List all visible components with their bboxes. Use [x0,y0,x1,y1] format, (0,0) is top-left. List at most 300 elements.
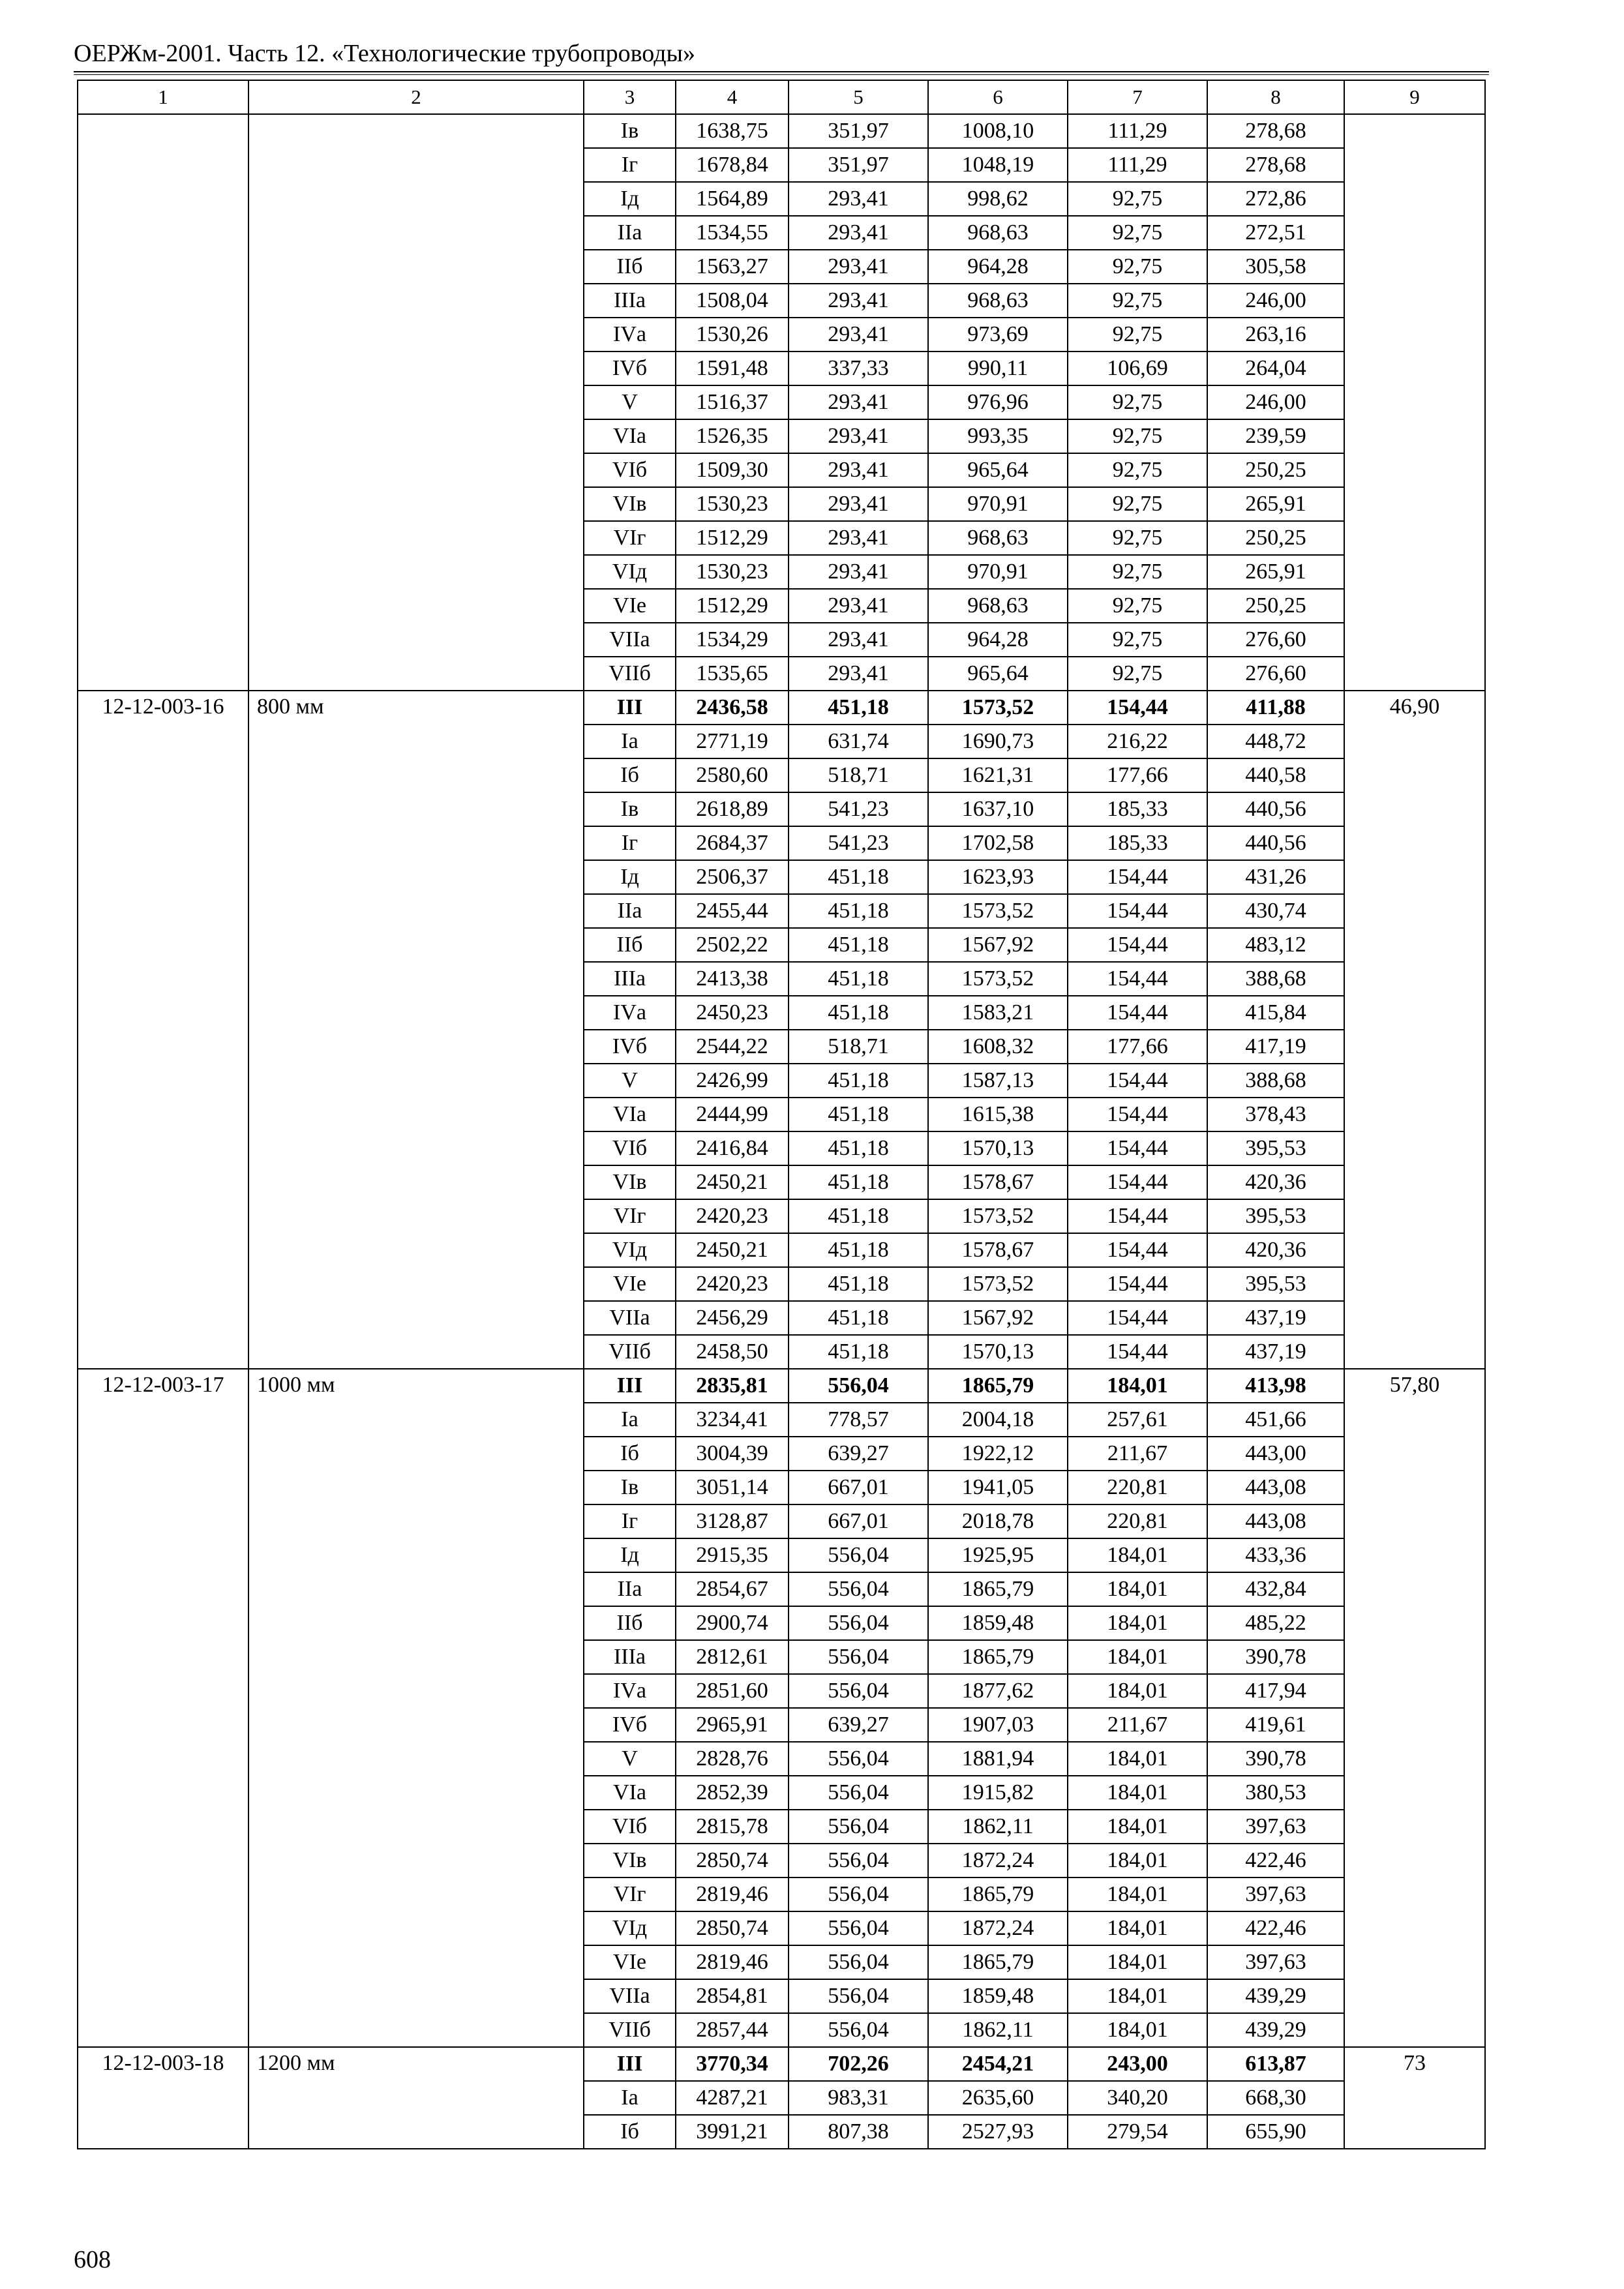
value-cell: 293,41 [789,318,928,352]
category-cell: Iд [584,182,676,216]
value-cell: 184,01 [1068,1369,1207,1403]
value-cell: 337,33 [789,352,928,385]
value-cell: 154,44 [1068,1165,1207,1199]
category-cell: VIд [584,555,676,589]
category-cell: VIа [584,1776,676,1810]
value-cell: 556,04 [789,2013,928,2047]
category-cell: Iб [584,758,676,792]
value-cell: 293,41 [789,623,928,657]
value-cell: 154,44 [1068,1098,1207,1131]
value-cell: 2635,60 [928,2081,1068,2115]
value-cell: 2416,84 [676,1131,789,1165]
value-cell: 451,18 [789,1131,928,1165]
value-cell: 541,23 [789,792,928,826]
value-cell: 1872,24 [928,1844,1068,1878]
value-cell: 184,01 [1068,1844,1207,1878]
value-cell: 1516,37 [676,385,789,419]
value-cell: 2852,39 [676,1776,789,1810]
value-cell: 154,44 [1068,860,1207,894]
value-cell: 451,18 [789,1165,928,1199]
column-number: 9 [1344,80,1485,114]
category-cell: VIе [584,1945,676,1979]
value-cell: 451,18 [789,962,928,996]
value-cell: 1859,48 [928,1979,1068,2013]
value-cell: 293,41 [789,216,928,250]
value-cell: 263,16 [1207,318,1344,352]
value-cell: 451,18 [789,1301,928,1335]
value-cell: 1512,29 [676,589,789,623]
value-cell: 1573,52 [928,691,1068,725]
category-cell: IIа [584,216,676,250]
value-cell: 92,75 [1068,419,1207,453]
value-cell: 451,18 [789,928,928,962]
table-row [78,1369,1485,1403]
value-cell: 293,41 [789,182,928,216]
value-cell: 1570,13 [928,1131,1068,1165]
value-cell: 413,98 [1207,1369,1344,1403]
value-cell: 1567,92 [928,1301,1068,1335]
value-cell: 293,41 [789,284,928,318]
value-cell: 556,04 [789,1776,928,1810]
value-cell: 293,41 [789,385,928,419]
value-cell: 807,38 [789,2115,928,2149]
category-cell: III [584,2047,676,2081]
column9-cell: 46,90 [1344,691,1485,1369]
value-cell: 185,33 [1068,792,1207,826]
value-cell: 239,59 [1207,419,1344,453]
value-cell: 2455,44 [676,894,789,928]
value-cell: 1508,04 [676,284,789,318]
value-cell: 968,63 [928,589,1068,623]
value-cell: 556,04 [789,1369,928,1403]
value-cell: 2850,74 [676,1911,789,1945]
category-cell: VIIа [584,623,676,657]
value-cell: 1570,13 [928,1335,1068,1369]
page-number: 608 [74,2246,111,2273]
value-cell: 92,75 [1068,385,1207,419]
value-cell: 613,87 [1207,2047,1344,2081]
value-cell: 451,18 [789,996,928,1030]
value-cell: 3004,39 [676,1437,789,1471]
category-cell: V [584,1064,676,1098]
value-cell: 667,01 [789,1471,928,1504]
value-cell: 556,04 [789,1606,928,1640]
value-cell: 2900,74 [676,1606,789,1640]
value-cell: 1530,23 [676,555,789,589]
value-cell: 655,90 [1207,2115,1344,2149]
value-cell: 1702,58 [928,826,1068,860]
value-cell: 154,44 [1068,894,1207,928]
category-cell: Iб [584,1437,676,1471]
value-cell: 631,74 [789,725,928,758]
value-cell: 185,33 [1068,826,1207,860]
value-cell: 968,63 [928,216,1068,250]
category-cell: IIа [584,1572,676,1606]
value-cell: 440,56 [1207,792,1344,826]
category-cell: Iд [584,1538,676,1572]
category-cell: VIIа [584,1301,676,1335]
value-cell: 305,58 [1207,250,1344,284]
category-cell: IIб [584,928,676,962]
value-cell: 2450,21 [676,1165,789,1199]
category-cell: Iв [584,792,676,826]
value-cell: 1638,75 [676,114,789,148]
value-cell: 2004,18 [928,1403,1068,1437]
value-cell: 973,69 [928,318,1068,352]
value-cell: 184,01 [1068,1776,1207,1810]
value-cell: 2544,22 [676,1030,789,1064]
category-cell: VIе [584,589,676,623]
value-cell: 451,18 [789,1064,928,1098]
value-cell: 184,01 [1068,1945,1207,1979]
value-cell: 278,68 [1207,148,1344,182]
value-cell: 220,81 [1068,1504,1207,1538]
value-cell: 2819,46 [676,1878,789,1911]
category-cell: VIв [584,1844,676,1878]
column9-cell [1344,114,1485,691]
value-cell: 378,43 [1207,1098,1344,1131]
value-cell: 968,63 [928,521,1068,555]
category-cell: III [584,691,676,725]
value-cell: 443,00 [1207,1437,1344,1471]
value-cell: 111,29 [1068,148,1207,182]
value-cell: 518,71 [789,758,928,792]
category-cell: VIа [584,419,676,453]
rates-table [77,80,1486,2149]
category-cell: Iд [584,860,676,894]
value-cell: 1922,12 [928,1437,1068,1471]
category-cell: IIа [584,894,676,928]
value-cell: 415,84 [1207,996,1344,1030]
value-cell: 257,61 [1068,1403,1207,1437]
table-row [78,114,1485,148]
value-cell: 668,30 [1207,2081,1344,2115]
value-cell: 451,18 [789,1199,928,1233]
value-cell: 1637,10 [928,792,1068,826]
rate-name-cell: 1000 мм [248,1369,584,2047]
category-cell: VIв [584,1165,676,1199]
value-cell: 2420,23 [676,1199,789,1233]
category-cell: IIIа [584,962,676,996]
value-cell: 92,75 [1068,555,1207,589]
category-cell: VIг [584,521,676,555]
category-cell: VIIб [584,657,676,691]
value-cell: 556,04 [789,1538,928,1572]
value-cell: 451,18 [789,1335,928,1369]
value-cell: 1881,94 [928,1742,1068,1776]
value-cell: 250,25 [1207,589,1344,623]
value-cell: 1509,30 [676,453,789,487]
category-cell: VIб [584,1131,676,1165]
value-cell: 276,60 [1207,623,1344,657]
column-number: 8 [1207,80,1344,114]
category-cell: Iг [584,826,676,860]
value-cell: 1573,52 [928,1199,1068,1233]
category-cell: VIе [584,1267,676,1301]
value-cell: 1578,67 [928,1165,1068,1199]
value-cell: 184,01 [1068,1640,1207,1674]
value-cell: 2420,23 [676,1267,789,1301]
rate-code-cell: 12-12-003-17 [78,1369,248,2047]
value-cell: 443,08 [1207,1471,1344,1504]
value-cell: 970,91 [928,487,1068,521]
value-cell: 1862,11 [928,1810,1068,1844]
value-cell: 380,53 [1207,1776,1344,1810]
value-cell: 154,44 [1068,691,1207,725]
value-cell: 397,63 [1207,1945,1344,1979]
value-cell: 264,04 [1207,352,1344,385]
value-cell: 395,53 [1207,1131,1344,1165]
value-cell: 2812,61 [676,1640,789,1674]
category-cell: VIг [584,1199,676,1233]
value-cell: 250,25 [1207,453,1344,487]
value-cell: 3770,34 [676,2047,789,2081]
value-cell: 216,22 [1068,725,1207,758]
value-cell: 422,46 [1207,1911,1344,1945]
value-cell: 422,46 [1207,1844,1344,1878]
category-cell: VIIб [584,1335,676,1369]
value-cell: 639,27 [789,1708,928,1742]
value-cell: 2850,74 [676,1844,789,1878]
value-cell: 279,54 [1068,2115,1207,2149]
value-cell: 419,61 [1207,1708,1344,1742]
value-cell: 293,41 [789,487,928,521]
column-number: 7 [1068,80,1207,114]
value-cell: 439,29 [1207,1979,1344,2013]
value-cell: 184,01 [1068,1606,1207,1640]
value-cell: 2450,23 [676,996,789,1030]
value-cell: 92,75 [1068,453,1207,487]
category-cell: Iа [584,725,676,758]
value-cell: 1615,38 [928,1098,1068,1131]
value-cell: 92,75 [1068,284,1207,318]
column-number: 4 [676,80,789,114]
value-cell: 1567,92 [928,928,1068,962]
value-cell: 1678,84 [676,148,789,182]
value-cell: 184,01 [1068,1979,1207,2013]
value-cell: 388,68 [1207,962,1344,996]
value-cell: 1573,52 [928,962,1068,996]
value-cell: 420,36 [1207,1233,1344,1267]
value-cell: 184,01 [1068,2013,1207,2047]
value-cell: 1865,79 [928,1878,1068,1911]
value-cell: 433,36 [1207,1538,1344,1572]
value-cell: 293,41 [789,589,928,623]
value-cell: 246,00 [1207,385,1344,419]
value-cell: 964,28 [928,623,1068,657]
value-cell: 397,63 [1207,1810,1344,1844]
value-cell: 417,94 [1207,1674,1344,1708]
value-cell: 1608,32 [928,1030,1068,1064]
rate-code-cell [78,114,248,691]
value-cell: 351,97 [789,114,928,148]
value-cell: 2456,29 [676,1301,789,1335]
category-cell: IIIа [584,1640,676,1674]
value-cell: 417,19 [1207,1030,1344,1064]
value-cell: 293,41 [789,555,928,589]
value-cell: 556,04 [789,1810,928,1844]
value-cell: 2618,89 [676,792,789,826]
category-cell: VIа [584,1098,676,1131]
category-cell: Iг [584,1504,676,1538]
header-divider [74,71,1489,75]
value-cell: 272,86 [1207,182,1344,216]
value-cell: 2413,38 [676,962,789,996]
value-cell: 92,75 [1068,182,1207,216]
category-cell: VIд [584,1911,676,1945]
value-cell: 451,18 [789,1098,928,1131]
category-cell: IIIа [584,284,676,318]
value-cell: 2819,46 [676,1945,789,1979]
category-cell: V [584,1742,676,1776]
value-cell: 2857,44 [676,2013,789,2047]
value-cell: 154,44 [1068,996,1207,1030]
value-cell: 451,18 [789,1267,928,1301]
value-cell: 1530,26 [676,318,789,352]
value-cell: 2828,76 [676,1742,789,1776]
rate-name-cell: 1200 мм [248,2047,584,2149]
value-cell: 556,04 [789,1979,928,2013]
value-cell: 976,96 [928,385,1068,419]
category-cell: Iб [584,2115,676,2149]
value-cell: 2580,60 [676,758,789,792]
value-cell: 1526,35 [676,419,789,453]
value-cell: 3991,21 [676,2115,789,2149]
value-cell: 1865,79 [928,1640,1068,1674]
value-cell: 1535,65 [676,657,789,691]
value-cell: 420,36 [1207,1165,1344,1199]
value-cell: 92,75 [1068,623,1207,657]
value-cell: 211,67 [1068,1708,1207,1742]
table-row [78,2047,1485,2081]
value-cell: 388,68 [1207,1064,1344,1098]
value-cell: 154,44 [1068,1301,1207,1335]
category-cell: VIб [584,1810,676,1844]
value-cell: 1690,73 [928,725,1068,758]
category-cell: VIв [584,487,676,521]
column-number: 3 [584,80,676,114]
value-cell: 272,51 [1207,216,1344,250]
value-cell: 965,64 [928,453,1068,487]
value-cell: 92,75 [1068,487,1207,521]
rate-code-cell: 12-12-003-16 [78,691,248,1369]
value-cell: 556,04 [789,1844,928,1878]
value-cell: 556,04 [789,1640,928,1674]
value-cell: 154,44 [1068,1267,1207,1301]
value-cell: 448,72 [1207,725,1344,758]
value-cell: 998,62 [928,182,1068,216]
value-cell: 443,08 [1207,1504,1344,1538]
value-cell: 154,44 [1068,1233,1207,1267]
value-cell: 439,29 [1207,2013,1344,2047]
column-number: 5 [789,80,928,114]
value-cell: 778,57 [789,1403,928,1437]
value-cell: 2450,21 [676,1233,789,1267]
value-cell: 990,11 [928,352,1068,385]
value-cell: 541,23 [789,826,928,860]
value-cell: 184,01 [1068,1572,1207,1606]
value-cell: 351,97 [789,148,928,182]
value-cell: 243,00 [1068,2047,1207,2081]
value-cell: 2854,81 [676,1979,789,2013]
value-cell: 1865,79 [928,1572,1068,1606]
value-cell: 92,75 [1068,318,1207,352]
category-cell: VIб [584,453,676,487]
value-cell: 1573,52 [928,894,1068,928]
value-cell: 451,18 [789,860,928,894]
value-cell: 250,25 [1207,521,1344,555]
value-cell: 556,04 [789,1674,928,1708]
value-cell: 639,27 [789,1437,928,1471]
value-cell: 293,41 [789,419,928,453]
value-cell: 293,41 [789,521,928,555]
value-cell: 2454,21 [928,2047,1068,2081]
value-cell: 4287,21 [676,2081,789,2115]
value-cell: 265,91 [1207,555,1344,589]
value-cell: 1865,79 [928,1369,1068,1403]
value-cell: 154,44 [1068,1131,1207,1165]
value-cell: 92,75 [1068,521,1207,555]
value-cell: 293,41 [789,657,928,691]
column9-cell: 73 [1344,2047,1485,2149]
value-cell: 970,91 [928,555,1068,589]
value-cell: 2458,50 [676,1335,789,1369]
value-cell: 340,20 [1068,2081,1207,2115]
value-cell: 92,75 [1068,589,1207,623]
rate-name-cell [248,114,584,691]
category-cell: IVб [584,352,676,385]
category-cell: VIIб [584,2013,676,2047]
value-cell: 983,31 [789,2081,928,2115]
value-cell: 1530,23 [676,487,789,521]
value-cell: 390,78 [1207,1640,1344,1674]
value-cell: 154,44 [1068,962,1207,996]
value-cell: 1621,31 [928,758,1068,792]
value-cell: 92,75 [1068,216,1207,250]
value-cell: 556,04 [789,1878,928,1911]
value-cell: 111,29 [1068,114,1207,148]
value-cell: 184,01 [1068,1878,1207,1911]
value-cell: 184,01 [1068,1538,1207,1572]
value-cell: 177,66 [1068,758,1207,792]
value-cell: 702,26 [789,2047,928,2081]
value-cell: 265,91 [1207,487,1344,521]
value-cell: 211,67 [1068,1437,1207,1471]
value-cell: 2835,81 [676,1369,789,1403]
category-cell: IVб [584,1708,676,1742]
value-cell: 451,66 [1207,1403,1344,1437]
value-cell: 556,04 [789,1911,928,1945]
value-cell: 2915,35 [676,1538,789,1572]
value-cell: 3051,14 [676,1471,789,1504]
value-cell: 92,75 [1068,250,1207,284]
value-cell: 483,12 [1207,928,1344,962]
category-cell: VIд [584,1233,676,1267]
value-cell: 2426,99 [676,1064,789,1098]
value-cell: 2018,78 [928,1504,1068,1538]
value-cell: 2444,99 [676,1098,789,1131]
value-cell: 556,04 [789,1945,928,1979]
value-cell: 430,74 [1207,894,1344,928]
value-cell: 1862,11 [928,2013,1068,2047]
rate-code-cell: 12-12-003-18 [78,2047,248,2149]
value-cell: 154,44 [1068,928,1207,962]
column-number: 6 [928,80,1068,114]
value-cell: 2854,67 [676,1572,789,1606]
value-cell: 2965,91 [676,1708,789,1742]
value-cell: 1048,19 [928,148,1068,182]
value-cell: 437,19 [1207,1301,1344,1335]
